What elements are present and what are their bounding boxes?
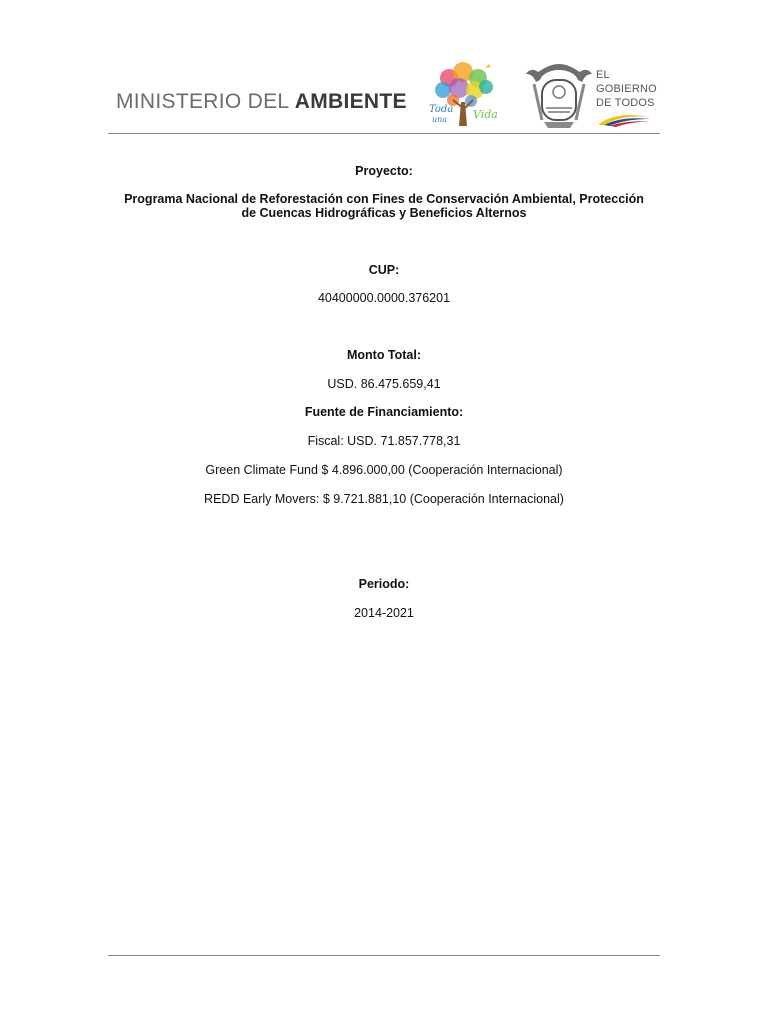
- gov-text-line-3: DE TODOS: [596, 97, 655, 109]
- gobierno-de-todos-logo: [596, 68, 657, 110]
- logo-tree-text-vida: Vida: [473, 108, 498, 121]
- logo-tree-text-toda: Toda: [429, 104, 454, 115]
- amount-value: USD. 86.475.659,41: [327, 377, 441, 391]
- funding-item-fiscal: Fiscal: USD. 71.857.778,31: [307, 434, 461, 448]
- footer-divider: [108, 955, 660, 956]
- ecuador-coat-of-arms-icon: [524, 60, 594, 132]
- ministry-name-bold: AMBIENTE: [294, 90, 407, 113]
- gov-text-line-2: GOBIERNO: [596, 83, 657, 95]
- page-header: [108, 52, 660, 134]
- project-label: Proyecto:: [355, 164, 413, 178]
- period-value: 2014-2021: [354, 606, 414, 620]
- toda-una-vida-logo: [423, 60, 503, 132]
- cup-value: 40400000.0000.376201: [317, 291, 451, 305]
- cup-label: CUP:: [368, 263, 400, 277]
- project-title-line-1: Programa Nacional de Reforestación con Fines de Conservación Ambiental, Protección: [124, 192, 644, 206]
- ministry-logo-text: [116, 90, 407, 114]
- header-divider: [108, 133, 660, 134]
- ministry-name-light: MINISTERIO DEL: [116, 90, 295, 113]
- amount-label: Monto Total:: [346, 348, 422, 362]
- gov-text-line-1: EL: [596, 69, 610, 81]
- funding-item-green-climate-fund: Green Climate Fund $ 4.896.000,00 (Cooperación Internacional): [205, 463, 563, 477]
- flag-swoosh-icon: [596, 113, 652, 127]
- logo-tree-text-una: una: [432, 115, 448, 124]
- period-label: Periodo:: [358, 577, 410, 591]
- funding-label: Fuente de Financiamiento:: [304, 405, 464, 419]
- funding-item-redd-early-movers: REDD Early Movers: $ 9.721.881,10 (Cooperación Internacional): [204, 492, 564, 506]
- project-title-line-2: de Cuencas Hidrográficas y Beneficios Alternos: [241, 206, 527, 220]
